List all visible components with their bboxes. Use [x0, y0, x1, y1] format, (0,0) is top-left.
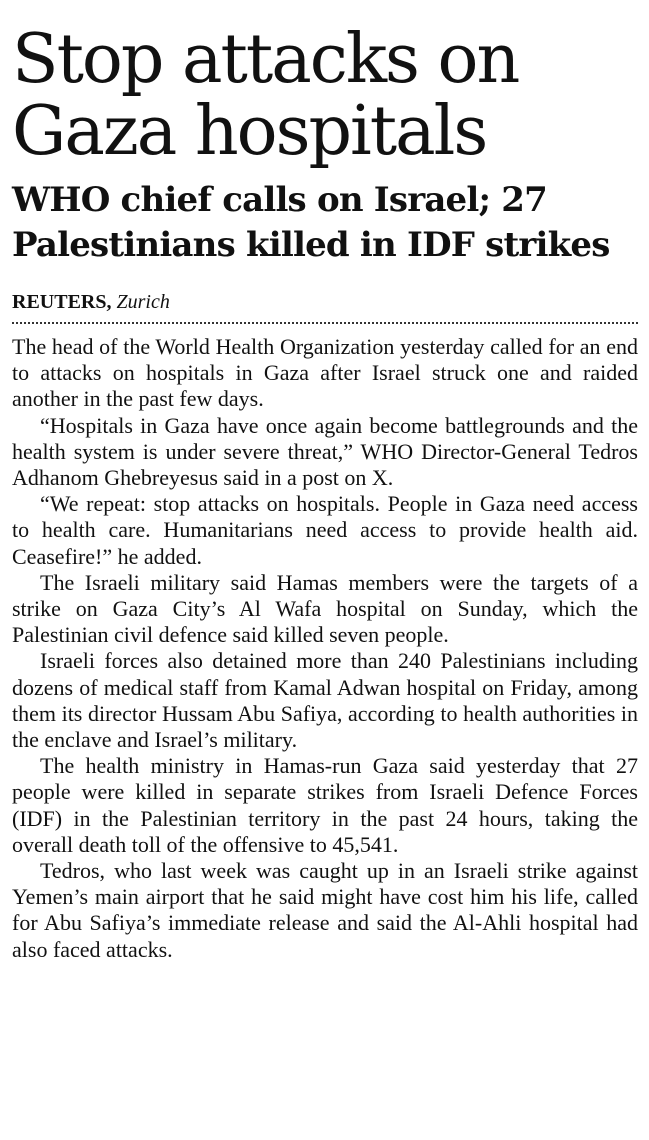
article-paragraph: Tedros, who last week was caught up in an Israeli strike against Yemen’s main airport that he said might have cost him his life, called for Abu Safiya’s immediate release and said the Al-Ahli hospital had also faced attacks.	[12, 858, 638, 962]
article-paragraph: The health ministry in Hamas-run Gaza said yesterday that 27 people were killed in separate strikes from Israeli Defence Forces (IDF) in the Palestinian territory in the past 24 hours, taking the overall death toll of the offensive to 45,541.	[12, 753, 638, 857]
byline-agency: REUTERS,	[12, 291, 112, 313]
article-paragraph: The Israeli military said Hamas members were the targets of a strike on Gaza City’s Al Wafa hospital on Sunday, which the Palestinian civil defence said killed seven people.	[12, 569, 638, 648]
article-body	[12, 334, 638, 963]
article-paragraph: “Hospitals in Gaza have once again become battlegrounds and the health system is under severe threat,” WHO Director-General Tedros Adhanom Ghebreyesus said in a post on X.	[12, 412, 638, 491]
article-paragraph: The head of the World Health Organization yesterday called for an end to attacks on hospitals in Gaza after Israel struck one and raided another in the past few days.	[12, 334, 638, 412]
byline	[12, 290, 638, 324]
headline: Stop attacks on Gaza hospitals	[12, 20, 519, 171]
article-paragraph: “We repeat: stop attacks on hospitals. People in Gaza need access to health care. Humanitarians need access to provide health aid. Ceasefire!” he added.	[12, 491, 638, 569]
article-paragraph: Israeli forces also detained more than 240 Palestinians including dozens of medical staff from Kamal Adwan hospital on Friday, among them its director Hussam Abu Safiya, according to health authorities in the enclave and Israel’s military.	[12, 648, 638, 753]
byline-location: Zurich	[116, 291, 170, 313]
subheadline: WHO chief calls on Israel; 27 Palestinians killed in IDF strikes	[12, 180, 610, 265]
